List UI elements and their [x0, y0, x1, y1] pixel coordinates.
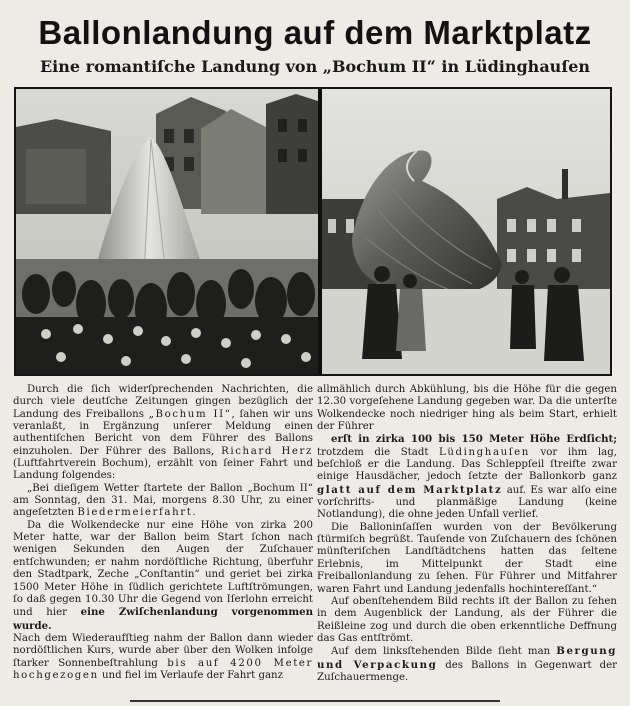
crowd-around-deflating-balloon-photo: [16, 89, 318, 374]
article-paragraph: erſt in zirka 100 bis 150 Meter Höhe Erdſicht; trotzdem die Stadt Lüdinghauſen vor ihm lag, beſchloß er die Landung. Das Schleppſeil ſtreifte zwar einige Hausdächer, jedoch ſetzte der Ballonkorb ganz glatt auf dem Marktplatz auf. Es war alſo eine vorſchrifts- und planmäßige Landung (keine Notlandung), die ohne jeden Unfall verlief.: [317, 433, 617, 521]
article-paragraph: Durch die ſich widerſprechenden Nachrichten, die durch viele deutſche Zeitungen gingen bezüglich der Landung des Freiballons „Bochum II“, ſahen wir uns veranlaßt, in Ergänzung unſerer Meldung einen authentiſchen Bericht von dem Führer des Ballons einzuholen. Der Führer des Ballons, Richard Herz (Luftfahrtverein Bochum), erzählt von ſeiner Fahrt und Landung folgendes:: [13, 384, 313, 482]
town-name: Lüdinghauſen: [439, 446, 530, 458]
balloon-name: „Bochum II“: [148, 408, 232, 420]
headline: Ballonlandung auf dem Marktplatz: [38, 14, 592, 51]
article-paragraph: Auf dem linksſtehenden Bilde ſieht man Bergung und Verpackung des Ballons in Gegenwart der Zuſchauermenge.: [317, 645, 617, 683]
balloon-envelope-collapsing-photo: [322, 89, 610, 374]
photo-panel: [14, 87, 612, 376]
pilot-name: Richard Herz: [221, 445, 313, 457]
article-paragraph: „Bei dieſigem Wetter ſtartete der Ballon „Bochum II“ am Sonntag, den 31. Mai, morgens 8.30 Uhr, zu einer angeſetzten Biedermeierfahrt.: [13, 482, 313, 519]
article-paragraph: allmählich durch Abkühlung, bis die Höhe für die gegen 12.30 vorgeſehene Landung gegeben war. Da die unterſte Wolkendecke noch niedriger hing als beim Start, erhielt der Führer: [317, 384, 617, 433]
subheadline: Eine romantiſche Landung von „Bochum II“ in Lüdinghauſen: [39, 57, 591, 76]
article-column-left: [13, 384, 313, 682]
article-column-right: [317, 384, 617, 684]
article-paragraph: Da die Wolkendecke nur eine Höhe von zirka 200 Meter hatte, war der Ballon beim Start ſchon nach wenigen Sekunden den Augen der Zuſchauer entſchwunden; er nahm nordöſtliche Richtung, überfuhr den Stadtpark, Zeche „Conſtantin“ und geriet bei zirka 1500 Meter Höhe in ſüdlich gerichtete Luftſtrömungen, ſo daß gegen 10.30 Uhr die Gegend von Iſerlohn erreicht und hier eine Zwiſchenlandung vorgenommen wurde.: [13, 519, 313, 632]
article-paragraph: Die Balloninſaſſen wurden von der Bevölkerung ſtürmiſch begrüßt. Tauſende von Zuſchauern des ſchönen münſteriſchen Landſtädtchens hatten das ſeltene Erlebnis, im Mittelpunkt der Stadt eine Freiballonlandung zu ſehen. Für Führer und Mitfahrer waren Fahrt und Landung jedenfalls hochintereſſant.“: [317, 521, 617, 595]
article-paragraph: Nach dem Wiederaufſtieg nahm der Ballon dann wieder nordöſtlichen Kurs, wurde aber über den Wolken infolge ſtarker Sonnenbeſtrahlung bis auf 4200 Meter hochgezogen und fiel im Verlaufe der Fahrt ganz: [13, 632, 313, 681]
bottom-rule: [130, 700, 500, 702]
article-paragraph: Auf obenſtehendem Bild rechts iſt der Ballon zu ſehen in dem Augenblick der Landung, als der Führer die Reißleine zog und durch die oben erkenntliche Deffnung das Gas entſtrömt.: [317, 595, 617, 644]
